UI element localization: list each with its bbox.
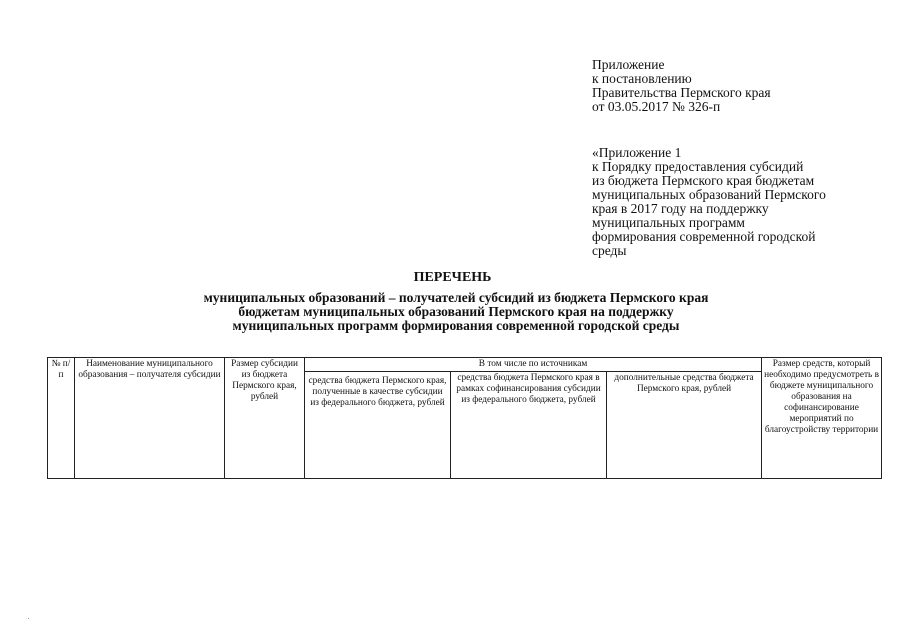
annex-line: «Приложение 1 [592, 145, 682, 160]
subtitle-line: муниципальных программ формирования современной городской среды [232, 318, 680, 333]
annex-line: муниципальных программ [592, 215, 745, 230]
annex-block [592, 146, 892, 258]
annex-line: среды [592, 243, 627, 258]
annex-line: к Порядку предоставления субсидий [592, 159, 804, 174]
header-number: № п/п [48, 358, 75, 479]
subheader-regional-federal: средства бюджета Пермского края, полученные в качестве субсидии из федерального бюджета, рублей [305, 372, 451, 479]
approval-line: Приложение [592, 57, 665, 72]
document-title: ПЕРЕЧЕНЬ [413, 270, 492, 285]
header-sources-group: В том числе по источникам [305, 358, 762, 372]
recipients-table [47, 357, 882, 479]
header-municipal-funds: Размер средств, который необходимо предусмотреть в бюджете муниципального образования на софинансирование мероприятий по благоустройству территории [762, 358, 882, 479]
table-header-row [48, 358, 882, 372]
document-subtitle [150, 291, 762, 333]
subheader-cofinancing: средства бюджета Пермского края в рамках софинансирования субсидии из федерального бюджета, рублей [451, 372, 607, 479]
approval-line: от 03.05.2017 № 326-п [592, 99, 721, 114]
subtitle-line: бюджетам муниципальных образований Пермского края на поддержку [238, 304, 674, 319]
header-subsidy: Размер субсидии из бюджета Пермского края, рублей [225, 358, 305, 479]
annex-line: формирования современной городской [592, 229, 816, 244]
header-name: Наименование муниципального образования – получателя субсидии [75, 358, 225, 479]
approval-block [592, 58, 892, 114]
subtitle-line: муниципальных образований – получателей субсидий из бюджета Пермского края [203, 290, 709, 305]
annex-line: края в 2017 году на поддержку [592, 201, 769, 216]
scan-dot [28, 618, 29, 619]
annex-line: муниципальных образований Пермского [592, 187, 826, 202]
approval-line: к постановлению [592, 71, 692, 86]
annex-line: из бюджета Пермского края бюджетам [592, 173, 815, 188]
approval-line: Правительства Пермского края [592, 85, 771, 100]
subheader-additional: дополнительные средства бюджета Пермского края, рублей [607, 372, 762, 479]
